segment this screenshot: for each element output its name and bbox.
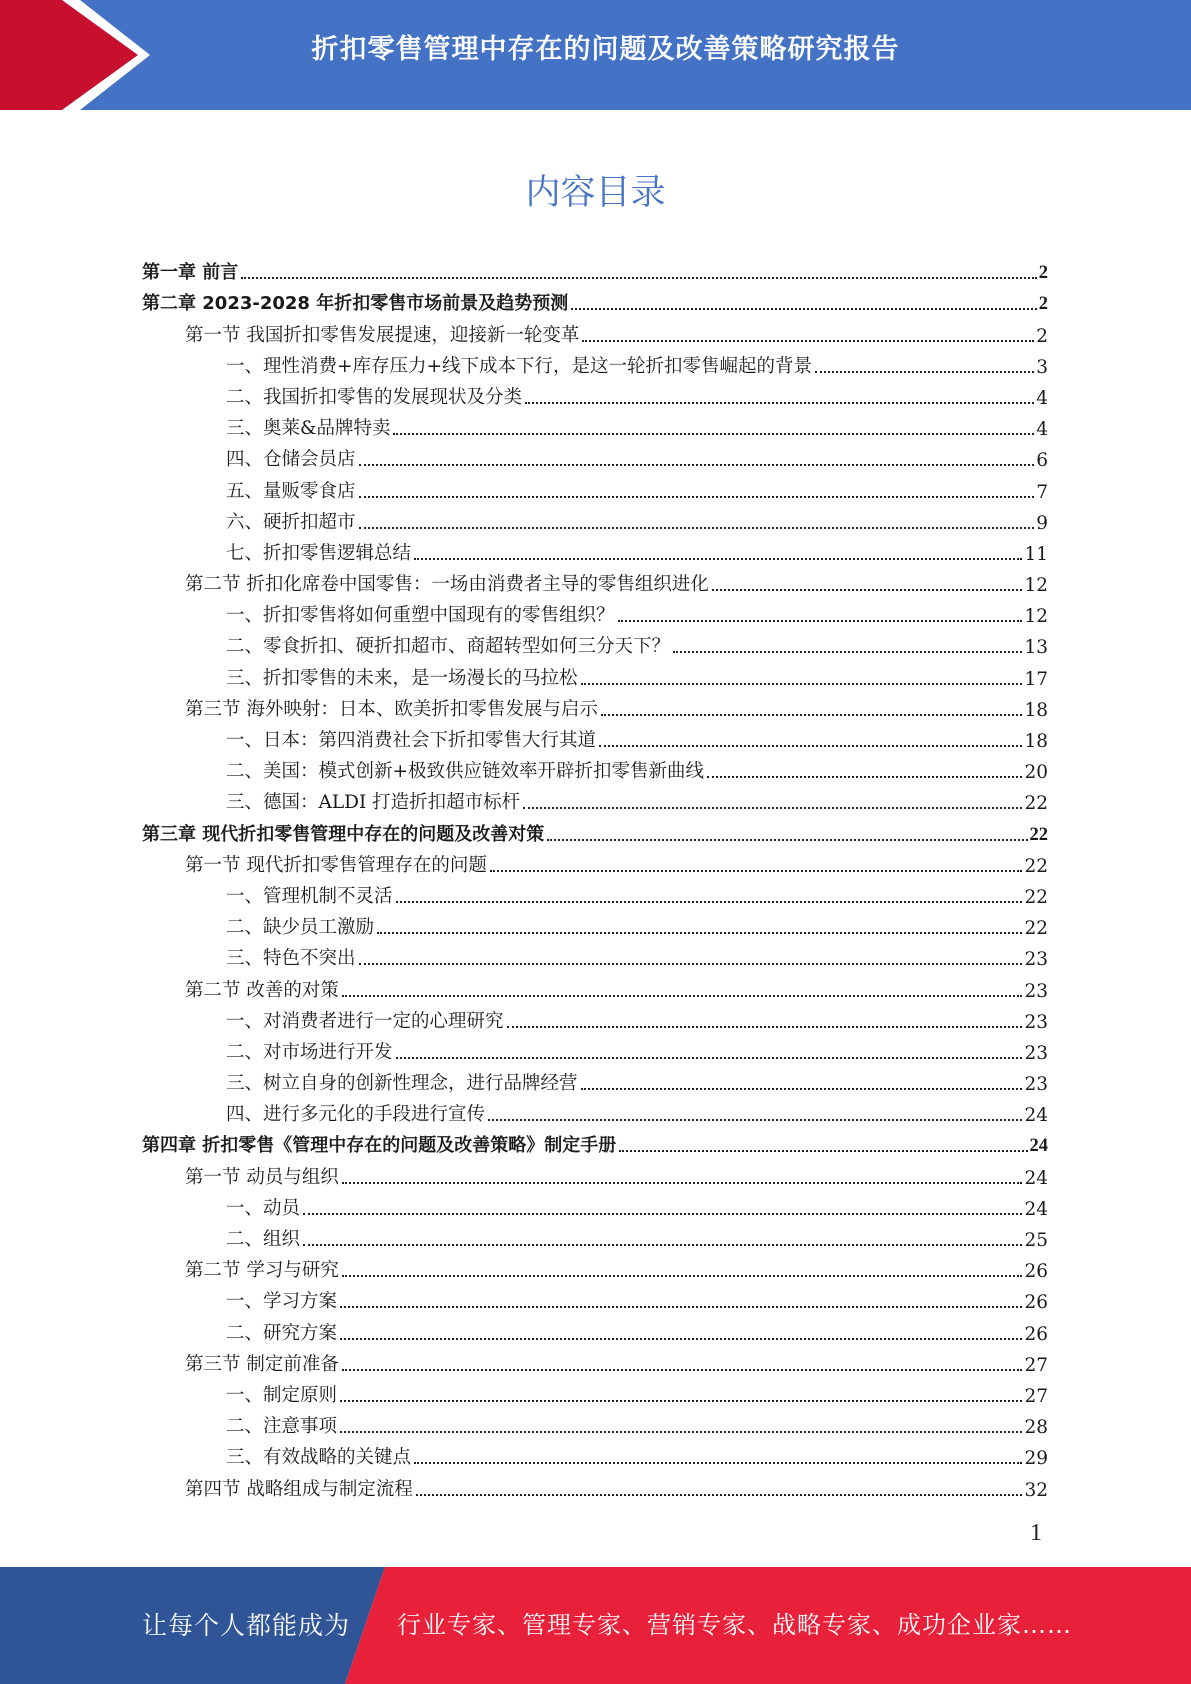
toc-entry[interactable] [142,1469,1048,1500]
toc-leader-dots [599,745,1022,747]
toc-entry-label: 第三节 制定前准备 [185,1353,339,1375]
toc-entry-label: 二、研究方案 [226,1322,338,1344]
toc-leader-dots [396,1057,1023,1059]
toc-leader-dots [340,1338,1022,1340]
toc-leader-dots [359,527,1035,529]
toc-entry-label: 第二节 折扣化席卷中国零售：一场由消费者主导的零售组织进化 [185,574,709,596]
footer-slogan-left: 让每个人都能成为 [142,1611,351,1640]
toc-entry[interactable] [142,1033,1048,1064]
toc-leader-dots [340,1400,1022,1402]
toc-entry-page: 3 [1036,356,1048,378]
toc-entry-page: 4 [1036,419,1048,441]
toc-leader-dots [303,1244,1022,1246]
toc-entry[interactable] [142,814,1048,845]
toc-entry[interactable] [142,378,1048,409]
toc-leader-dots [571,308,1037,310]
toc-entry-page: 12 [1024,606,1048,628]
toc-entry-page: 18 [1024,731,1048,752]
toc-leader-dots [342,1275,1023,1277]
toc-leader-dots [815,371,1034,373]
toc-entry[interactable] [142,534,1048,565]
toc-entry[interactable] [142,284,1048,315]
toc-entry-label: 一、制定原则 [226,1384,338,1406]
toc-entry-label: 七、折扣零售逻辑总结 [226,542,412,564]
toc-leader-dots [414,1462,1022,1464]
toc-entry-label: 第四节 战略组成与制定流程 [185,1478,413,1500]
toc-entry-label: 四、进行多元化的手段进行宣传 [226,1104,486,1126]
footer-slogan-right: 行业专家、管理专家、营销专家、战略专家、成功企业家…… [397,1611,1072,1639]
toc-leader-dots [359,496,1035,498]
toc-leader-dots [547,839,1027,841]
toc-entry[interactable] [142,315,1048,346]
toc-entry-page: 26 [1024,1292,1048,1314]
toc-entry[interactable] [142,752,1048,783]
table-of-contents [142,253,1048,1501]
toc-entry[interactable] [142,565,1048,596]
toc-entry-label: 一、日本：第四消费社会下折扣零售大行其道 [226,730,597,751]
toc-entry-page: 23 [1024,1042,1048,1064]
toc-entry-label: 第二节 学习与研究 [185,1260,339,1282]
toc-leader-dots [601,714,1023,716]
toc-entry-label: 第一节 现代折扣零售管理存在的问题 [185,854,487,876]
toc-entry-page: 13 [1024,637,1048,659]
toc-entry[interactable] [142,596,1048,627]
toc-entry[interactable] [142,846,1048,877]
toc-entry[interactable] [142,347,1048,378]
toc-entry[interactable] [142,721,1048,752]
toc-entry[interactable] [142,1407,1048,1438]
toc-entry-label: 二、零食折扣、硬折扣超市、商超转型如何三分天下？ [226,636,671,658]
toc-entry-label: 三、德国：ALDI 打造折扣超市标杆 [226,792,521,814]
page-footer [0,1567,1191,1684]
toc-entry[interactable] [142,1095,1048,1126]
toc-entry[interactable] [142,627,1048,658]
toc-entry-page: 11 [1024,543,1048,565]
toc-leader-dots [673,651,1022,653]
toc-leader-dots [523,807,1022,809]
toc-entry-label: 第一章 前言 [142,262,239,284]
toc-entry[interactable] [142,1345,1048,1376]
toc-entry-label: 三、特色不突出 [226,948,356,970]
toc-leader-dots [393,433,1034,435]
toc-leader-dots [342,1182,1023,1184]
toc-entry[interactable] [142,1438,1048,1469]
toc-leader-dots [581,683,1023,685]
toc-entry[interactable] [142,658,1048,689]
toc-leader-dots [488,1119,1022,1121]
toc-entry-page: 22 [1029,824,1048,845]
toc-entry[interactable] [142,1282,1048,1313]
toc-entry-label: 一、动员 [226,1197,301,1219]
toc-entry-page: 17 [1024,668,1048,690]
toc-entry[interactable] [142,1126,1048,1157]
toc-entry-page: 29 [1024,1448,1048,1470]
toc-entry-page: 23 [1024,1011,1048,1033]
toc-leader-dots [619,1150,1027,1152]
toc-entry-page: 24 [1029,1136,1048,1157]
toc-leader-dots [490,870,1023,872]
toc-entry-label: 一、学习方案 [226,1291,338,1313]
toc-entry[interactable] [142,1002,1048,1033]
toc-entry-page: 24 [1024,1198,1048,1220]
toc-entry-label: 一、理性消费+库存压力+线下成本下行，是这一轮折扣零售崛起的背景 [226,355,813,377]
toc-entry-page: 32 [1024,1479,1048,1501]
toc-entry-page: 4 [1036,387,1048,409]
toc-entry-page: 23 [1024,949,1048,971]
toc-entry-label: 二、美国：模式创新+极致供应链效率开辟折扣零售新曲线 [226,761,705,783]
toc-entry-label: 一、管理机制不灵活 [226,885,393,907]
toc-entry[interactable] [142,1220,1048,1251]
toc-leader-dots [340,1431,1022,1433]
toc-entry[interactable] [142,1157,1048,1188]
toc-entry-page: 26 [1024,1261,1048,1283]
toc-entry-label: 第三章 现代折扣零售管理中存在的问题及改善对策 [142,823,545,845]
toc-entry[interactable] [142,1251,1048,1282]
toc-entry-label: 六、硬折扣超市 [226,511,356,533]
toc-leader-dots [712,589,1023,591]
toc-entry-label: 第一节 我国折扣零售发展提速，迎接新一轮变革 [185,324,580,346]
toc-entry-page: 7 [1036,481,1048,503]
toc-entry-page: 23 [1024,980,1048,1002]
toc-leader-dots [707,776,1022,778]
toc-entry-label: 三、有效战略的关键点 [226,1447,412,1469]
toc-heading: 内容目录 [525,173,666,213]
toc-leader-dots [377,932,1022,934]
toc-leader-dots [581,1088,1023,1090]
toc-entry-label: 一、折扣零售将如何重塑中国现有的零售组织？ [226,605,615,627]
toc-entry[interactable] [142,783,1048,814]
toc-entry[interactable] [142,1189,1048,1220]
toc-entry-label: 第二节 改善的对策 [185,979,339,1001]
toc-entry-label: 三、奥莱&品牌特卖 [226,418,391,440]
toc-leader-dots [303,1213,1022,1215]
toc-entry[interactable] [142,908,1048,939]
toc-entry-label: 三、树立自身的创新性理念，进行品牌经营 [226,1073,578,1095]
toc-entry[interactable] [142,503,1048,534]
toc-entry-page: 9 [1036,512,1048,534]
toc-entry-label: 三、折扣零售的未来，是一场漫长的马拉松 [226,667,578,689]
toc-entry-page: 24 [1024,1167,1048,1189]
toc-entry-page: 22 [1024,855,1048,877]
toc-entry[interactable] [142,471,1048,502]
toc-entry[interactable] [142,1313,1048,1344]
toc-entry-label: 一、对消费者进行一定的心理研究 [226,1010,504,1032]
toc-entry-page: 2 [1038,294,1048,315]
toc-entry-page: 24 [1024,1105,1048,1127]
page-header [0,0,1191,110]
toc-entry-label: 二、对市场进行开发 [226,1041,393,1063]
toc-leader-dots [582,340,1034,342]
toc-entry-page: 20 [1024,762,1048,784]
toc-entry-label: 二、组织 [226,1229,301,1250]
toc-entry-label: 第四章 折扣零售《管理中存在的问题及改善策略》制定手册 [142,1135,617,1157]
toc-entry[interactable] [142,409,1048,440]
toc-entry[interactable] [142,440,1048,471]
toc-leader-dots [359,464,1035,466]
toc-entry-page: 27 [1024,1354,1048,1376]
toc-entry-label: 二、缺少员工激励 [226,917,375,939]
toc-entry-page: 27 [1024,1385,1048,1407]
toc-entry-label: 第二章 2023-2028 年折扣零售市场前景及趋势预测 [142,293,569,315]
toc-leader-dots [241,277,1036,279]
toc-leader-dots [359,963,1023,965]
toc-entry[interactable] [142,1376,1048,1407]
toc-entry-label: 四、仓储会员店 [226,449,356,471]
toc-leader-dots [416,1494,1023,1496]
toc-entry-label: 第三节 海外映射：日本、欧美折扣零售发展与启示 [185,698,598,720]
toc-leader-dots [525,402,1034,404]
toc-entry-page: 18 [1024,699,1048,721]
toc-entry[interactable] [142,253,1048,284]
toc-entry-label: 五、量贩零食店 [226,480,356,502]
toc-entry[interactable] [142,1064,1048,1095]
toc-leader-dots [414,558,1022,560]
toc-entry-page: 22 [1024,918,1048,940]
toc-entry[interactable] [142,690,1048,721]
toc-entry-page: 23 [1024,1074,1048,1096]
toc-entry-page: 6 [1036,450,1048,472]
toc-entry-page: 26 [1024,1323,1048,1345]
toc-leader-dots [618,620,1023,622]
page-number: 1 [1030,1520,1042,1546]
toc-entry-page: 2 [1038,263,1048,284]
toc-entry-page: 22 [1024,793,1048,815]
toc-leader-dots [507,1026,1023,1028]
toc-entry-page: 12 [1024,575,1048,597]
toc-leader-dots [342,995,1023,997]
toc-entry-page: 2 [1036,325,1048,347]
toc-entry-page: 25 [1024,1230,1048,1251]
toc-entry-label: 二、注意事项 [226,1416,338,1438]
toc-leader-dots [340,1306,1022,1308]
toc-entry[interactable] [142,939,1048,970]
toc-entry-page: 22 [1024,886,1048,908]
toc-entry[interactable] [142,970,1048,1001]
toc-entry-label: 第一节 动员与组织 [185,1166,339,1188]
toc-leader-dots [396,901,1023,903]
report-title: 折扣零售管理中存在的问题及改善策略研究报告 [311,34,900,65]
toc-entry[interactable] [142,877,1048,908]
toc-entry-page: 28 [1024,1417,1048,1439]
toc-leader-dots [342,1369,1023,1371]
toc-entry-label: 二、我国折扣零售的发展现状及分类 [226,386,523,408]
